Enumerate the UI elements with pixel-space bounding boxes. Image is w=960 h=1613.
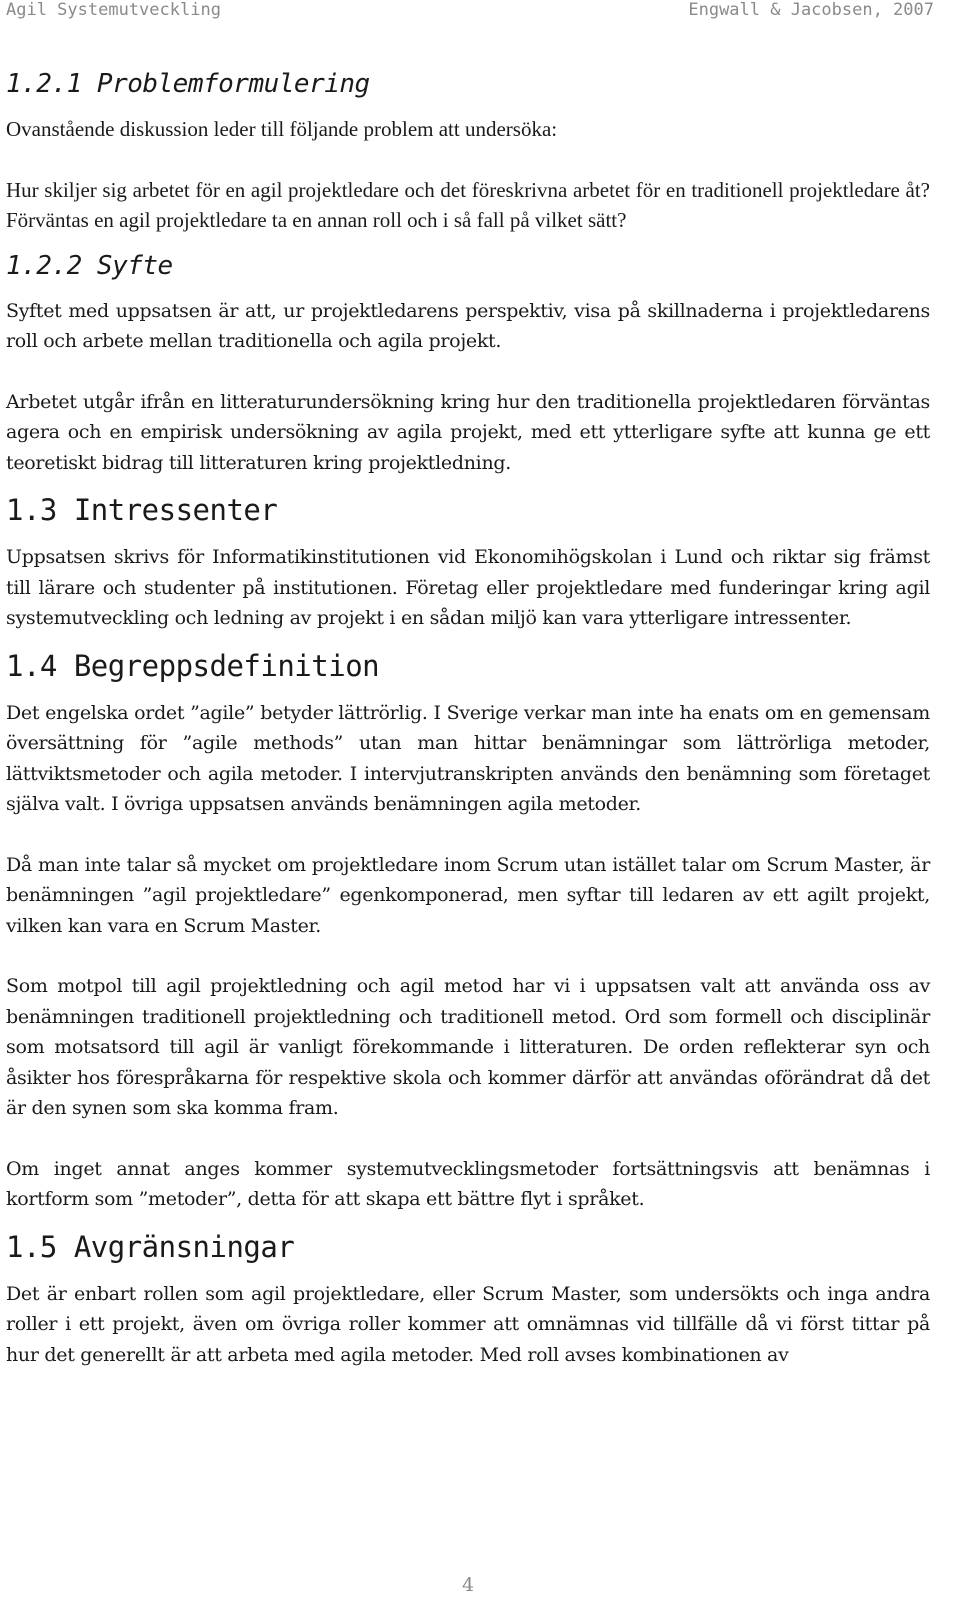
paragraph-problem: Hur skiljer sig arbetet för en agil projektledare och det föreskrivna arbetet för en traditionell projektledare åt? Förväntas en agil projektledare ta en annan roll och i så fall på vilket sätt? [6, 177, 930, 232]
page-header [6, 0, 934, 28]
paragraph-motpol: Som motpol till agil projektledning och agil metod har vi i uppsatsen valt att använda oss av benämningen traditionell projektledning och traditionell metod. Ord som formell och disciplinär som motsatsord till agil är vanligt förekommande i litteraturen. De orden reflekterar syn och åsikter hos förespråkarna för respektive skola och kommer därför att användas oförändrat då det är den synen som ska komma fram. [6, 975, 930, 1119]
header-title: Agil Systemutveckling [6, 0, 221, 20]
paragraph-scrum-master: Då man inte talar så mycket om projektledare inom Scrum utan istället talar om Scrum Master, är benämningen ”agil projektledare” egenkomponerad, men syftar till ledaren av ett agilt projekt, vilken kan vara en Scrum Master. [6, 853, 930, 937]
heading-avgransningar: 1.5 Avgränsningar [6, 1229, 295, 1264]
paragraph-syfte: Syftet med uppsatsen är att, ur projektledarens perspektiv, visa på skillnaderna i projektledarens roll och arbete mellan traditionella och agila projekt. [6, 299, 930, 352]
paragraph-avgransningar: Det är enbart rollen som agil projektledare, eller Scrum Master, som undersökts och inga andra roller i ett projekt, även om övriga roller kommer att omnämnas vid tillfälle då vi först tittar på hur det generellt är att arbeta med agila metoder. Med roll avses kombinationen av [6, 1282, 930, 1366]
paragraph-intro: Ovanstående diskussion leder till följande problem att undersöka: [6, 117, 558, 141]
heading-intressenter: 1.3 Intressenter [6, 493, 278, 527]
page-number: 4 [461, 1574, 475, 1596]
heading-problemformulering: 1.2.1 Problemformulering [6, 69, 370, 99]
document-body [6, 66, 930, 1370]
heading-syfte: 1.2.2 Syfte [6, 250, 173, 281]
paragraph-metoder: Om inget annat anges kommer systemutvecklingsmetoder fortsättningsvis att benämnas i kortform som ”metoder”, detta för att skapa ett bättre flyt i språket. [6, 1157, 930, 1210]
header-author: Engwall & Jacobsen, 2007 [688, 0, 934, 20]
heading-begreppsdefinition: 1.4 Begreppsdefinition [6, 648, 380, 683]
paragraph-intressenter: Uppsatsen skrivs för Informatikinstitutionen vid Ekonomihögskolan i Lund och riktar sig främst till lärare och studenter på institutionen. Företag eller projektledare med funderingar kring agil systemutveckling och ledning av projekt i en sådan miljö kan vara ytterligare intressenter. [6, 546, 930, 629]
paragraph-arbetet: Arbetet utgår ifrån en litteraturundersökning kring hur den traditionella projektledaren förväntas agera och en empirisk undersökning av agila projekt, med ett ytterligare syfte att kunna ge ett teoretiskt bidrag till litteraturen kring projektledning. [6, 390, 930, 474]
paragraph-agile: Det engelska ordet ”agile” betyder lättrörlig. I Sverige verkar man inte ha enats om en gemensam översättning för ”agile methods” utan man hittar benämningar som lättrörliga metoder, lättviktsmetoder och agila metoder. I intervjutranskripten används den benämning som företaget själva valt. I övriga uppsatsen används benämningen agila metoder. [6, 701, 930, 815]
